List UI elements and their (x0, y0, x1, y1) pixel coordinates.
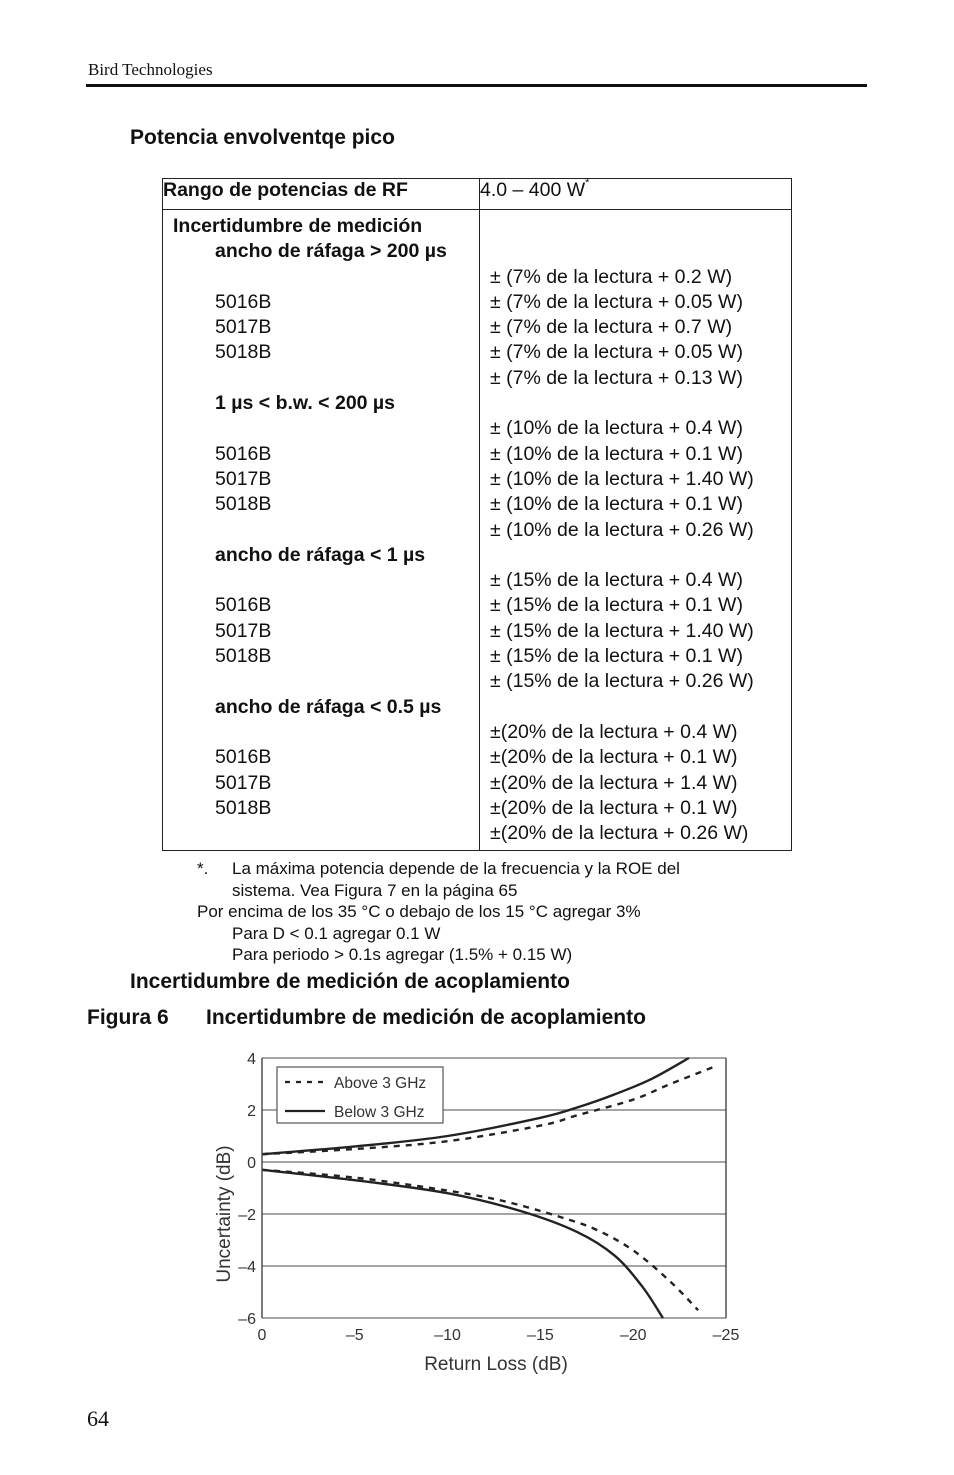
footnote-mark: *. (197, 859, 209, 878)
uncertainty-value-line: ± (15% de la lectura + 0.1 W) (490, 645, 743, 668)
footnote-text-2: sistema. Vea Figura 7 en la página 65 (232, 880, 518, 900)
uncertainty-value-line (480, 239, 791, 264)
y-tick-label: 4 (247, 1051, 256, 1068)
figure-number: Figura 6 (87, 1006, 169, 1029)
uncertainty-value-line: ±(20% de la lectura + 0.26 W) (490, 822, 749, 845)
uncertainty-value-list (480, 210, 791, 850)
y-tick-label: –2 (238, 1207, 256, 1224)
uncertainty-label-line (163, 821, 479, 846)
uncertainty-label-line: 5016B (215, 442, 272, 465)
uncertainty-label-line: 5018B (215, 493, 272, 516)
range-value: 4.0 – 400 W (480, 179, 586, 201)
uncertainty-value-line: ± (15% de la lectura + 0.26 W) (490, 670, 754, 693)
duty-note: Para D < 0.1 agregar 0.1 W (232, 923, 441, 943)
uncertainty-value-line (480, 695, 791, 720)
uncertainty-value-line: ± (7% de la lectura + 0.7 W) (490, 316, 733, 339)
uncertainty-label-line (163, 366, 479, 391)
uncertainty-label-line (163, 669, 479, 694)
uncertainty-labels-cell (163, 210, 480, 851)
uncertainty-value-line: ± (15% de la lectura + 0.1 W) (490, 594, 743, 617)
y-tick-label: 2 (247, 1103, 256, 1120)
uncertainty-value-line (480, 391, 791, 416)
uncertainty-label-line: 5016B (215, 594, 272, 617)
uncertainty-label-line (163, 265, 479, 290)
uncertainty-label-line: ancho de ráfaga > 200 µs (215, 240, 447, 263)
footnote-text-1: La máxima potencia depende de la frecuencia y la ROE del (232, 859, 680, 878)
uncertainty-label-line: 5017B (215, 467, 272, 490)
coupling-uncertainty-chart (205, 1040, 745, 1380)
uncertainty-value-line: ±(20% de la lectura + 0.1 W) (490, 746, 738, 769)
header-rule (86, 84, 867, 87)
uncertainty-value-line: ± (10% de la lectura + 0.1 W) (490, 493, 743, 516)
uncertainty-label-line (163, 568, 479, 593)
y-tick-label: –4 (238, 1259, 256, 1276)
uncertainty-label-line: 5016B (215, 290, 272, 313)
series-line-below-3ghz-lower (262, 1170, 663, 1318)
uncertainty-value-line: ±(20% de la lectura + 1.4 W) (490, 771, 738, 794)
uncertainty-label-line: 5018B (215, 341, 272, 364)
uncertainty-value-line: ± (10% de la lectura + 0.1 W) (490, 442, 743, 465)
x-tick-label: –15 (527, 1327, 554, 1344)
uncertainty-label-line: 5018B (215, 796, 272, 819)
uncertainty-value-line: ± (7% de la lectura + 0.05 W) (490, 290, 743, 313)
uncertainty-value-line: ± (10% de la lectura + 0.26 W) (490, 518, 754, 541)
figure-caption-text: Incertidumbre de medición de acoplamiento (206, 1006, 646, 1029)
legend-entry: Above 3 GHz (334, 1075, 427, 1092)
range-footnote-mark: * (585, 177, 590, 189)
uncertainty-label-line: Incertidumbre de medición (173, 215, 423, 237)
uncertainty-value-line: ± (7% de la lectura + 0.13 W) (490, 366, 743, 389)
uncertainty-label-line (163, 720, 479, 745)
table-row-uncertainty (163, 210, 792, 851)
range-value-cell (480, 179, 792, 210)
temperature-note: Por encima de los 35 °C o debajo de los 15 °C agregar 3% (197, 902, 641, 921)
uncertainty-label-line: ancho de ráfaga < 0.5 µs (215, 695, 442, 718)
legend-entry: Below 3 GHz (334, 1104, 425, 1121)
x-tick-label: –5 (345, 1327, 364, 1344)
uncertainty-value-line: ±(20% de la lectura + 0.1 W) (490, 796, 738, 819)
uncertainty-value-line (480, 543, 791, 568)
x-tick-label: 0 (257, 1327, 267, 1344)
header-company: Bird Technologies (88, 60, 213, 79)
uncertainty-value-line: ±(20% de la lectura + 0.4 W) (490, 720, 738, 743)
y-axis-label: Uncertainty (dB) (214, 1145, 235, 1283)
uncertainty-label-line: 5018B (215, 645, 272, 668)
uncertainty-label-line: 1 µs < b.w. < 200 µs (215, 392, 396, 415)
x-tick-label: –25 (712, 1327, 740, 1344)
uncertainty-value-line: ± (10% de la lectura + 0.4 W) (490, 417, 743, 440)
uncertainty-value-line (480, 214, 791, 239)
uncertainty-label-line (163, 416, 479, 441)
table-row-range (163, 179, 792, 210)
uncertainty-label-line: 5017B (215, 771, 272, 794)
page-number: 64 (87, 1406, 109, 1431)
section-title: Potencia envolventqe pico (130, 126, 395, 149)
series-line-above-3ghz-lower (262, 1170, 698, 1310)
uncertainty-label-list (163, 210, 479, 850)
uncertainty-label-line: 5017B (215, 619, 272, 642)
footnote-line-1 (197, 858, 680, 880)
uncertainty-label-line: 5017B (215, 316, 272, 339)
uncertainty-value-line: ± (15% de la lectura + 1.40 W) (490, 619, 754, 642)
uncertainty-values-cell (480, 210, 792, 851)
uncertainty-label-line (163, 518, 479, 543)
y-tick-label: –6 (238, 1311, 256, 1328)
uncertainty-value-line: ± (10% de la lectura + 1.40 W) (490, 467, 754, 490)
spec-table (162, 178, 792, 851)
uncertainty-value-line: ± (7% de la lectura + 0.2 W) (490, 265, 733, 288)
chart-legend (277, 1067, 443, 1123)
x-tick-label: –20 (619, 1327, 647, 1344)
range-label: Rango de potencias de RF (163, 179, 480, 210)
uncertainty-value-line: ± (15% de la lectura + 0.4 W) (490, 569, 743, 592)
uncertainty-value-line: ± (7% de la lectura + 0.05 W) (490, 341, 743, 364)
uncertainty-label-line: 5016B (215, 746, 272, 769)
uncertainty-label-line: ancho de ráfaga < 1 µs (215, 543, 426, 566)
table-notes (197, 858, 680, 966)
figure-caption (87, 1006, 646, 1030)
x-tick-label: –10 (434, 1327, 461, 1344)
period-note: Para periodo > 0.1s agregar (1.5% + 0.15 W) (232, 945, 573, 964)
y-tick-label: 0 (247, 1155, 256, 1172)
x-axis-label: Return Loss (dB) (424, 1354, 568, 1375)
subsection-title: Incertidumbre de medición de acoplamiento (130, 970, 570, 993)
